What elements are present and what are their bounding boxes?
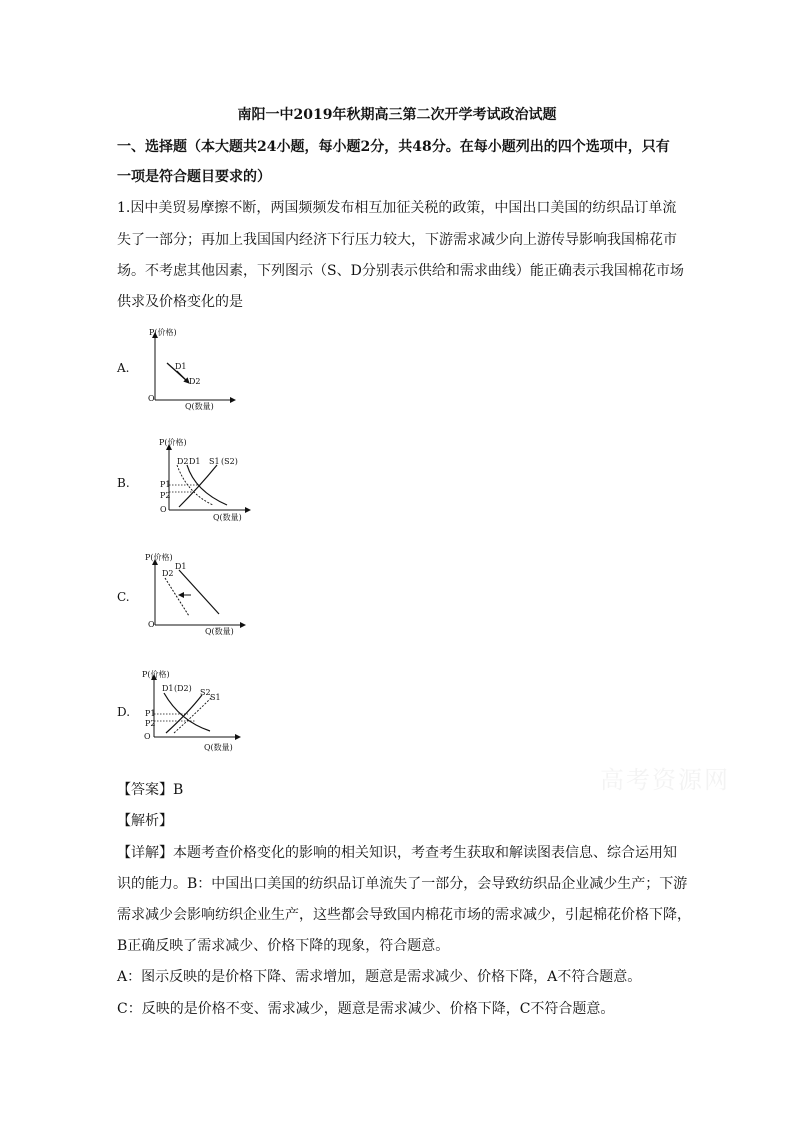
analysis-line-3: 需求减少会影响纺织企业生产，这些都会导致国内棉花市场的需求减少，引起棉花价格下降，	[117, 907, 691, 923]
price-axis-label: P(价格)	[149, 328, 177, 337]
quantity-axis-label: Q(数量)	[205, 627, 234, 636]
quantity-axis-label: Q(数量)	[204, 743, 233, 752]
analysis-heading: 【解析】	[117, 813, 173, 829]
analysis-line-4: B正确反映了需求减少、价格下降的现象，符合题意。	[117, 938, 450, 954]
analysis-line-1: 【详解】本题考查价格变化的影响的相关知识，考查考生获取和解读图表信息、综合运用知	[117, 845, 677, 861]
section-heading-line-1: 一、选择题（本大题共24小题，每小题2分，共48分。在每小题列出的四个选项中，只有	[117, 139, 670, 155]
demand-curve-d2	[165, 578, 189, 616]
supply-curve	[179, 465, 217, 507]
quantity-axis-label: Q(数量)	[185, 402, 214, 411]
curve-label-d2: D2	[162, 569, 174, 578]
price-label-p2: P2	[145, 719, 156, 728]
shift-arrow	[177, 371, 189, 383]
question-line-2: 失了一部分；再加上我国国内经济下行压力较大，下游需求减少向上游传导影响我国棉花市	[117, 232, 677, 248]
answer: 【答案】B	[117, 782, 184, 798]
curve-label-d1: D1	[162, 684, 174, 693]
section-heading-line-2: 一项是符合题目要求的）	[117, 169, 271, 185]
curve-label-d1: D1	[189, 457, 201, 466]
supply-curve-s2	[174, 697, 212, 733]
price-axis-label: P(价格)	[142, 670, 170, 679]
quantity-axis-label: Q(数量)	[213, 513, 242, 522]
question-line-3: 场。不考虑其他因素，下列图示（S、D分别表示供给和需求曲线）能正确表示我国棉花市场	[117, 263, 684, 279]
question-line-4: 供求及价格变化的是	[117, 294, 243, 310]
origin-label: O	[148, 620, 155, 629]
price-axis-label: P(价格)	[145, 553, 173, 562]
price-axis-label: P(价格)	[159, 438, 187, 447]
curve-label-d1: D1	[175, 562, 187, 571]
option-c-graph	[145, 550, 255, 640]
question-line-1: 1.因中美贸易摩擦不断，两国频频发布相互加征关税的政策，中国出口美国的纺织品订单流	[117, 200, 677, 216]
curve-label-d2: (D2)	[174, 684, 192, 693]
option-c-label: C.	[117, 590, 130, 604]
curve-label-s1: S1	[209, 457, 220, 466]
curve-label-d2: D2	[177, 457, 189, 466]
option-b-graph	[155, 435, 260, 525]
origin-label: O	[160, 505, 167, 514]
price-label-p1: P1	[160, 480, 171, 489]
option-a-graph	[145, 325, 245, 415]
price-label-p2: P2	[160, 491, 171, 500]
origin-label: O	[148, 394, 155, 403]
curve-label-d1: D1	[175, 362, 187, 371]
option-b-label: B.	[117, 476, 130, 490]
analysis-line-5: A：图示反映的是价格下降、需求增加，题意是需求减少、价格下降，A不符合题意。	[117, 969, 642, 985]
curve-label-s2: (S2)	[221, 457, 238, 466]
analysis-line-6: C：反映的是价格不变、需求减少，题意是需求减少、价格下降，C不符合题意。	[117, 1001, 615, 1017]
curve-label-d2: D2	[189, 377, 201, 386]
option-d-label: D.	[117, 705, 131, 719]
page-title: 南阳一中2019年秋期高三第二次开学考试政治试题	[237, 107, 557, 123]
curve-label-s2: S2	[200, 688, 211, 697]
origin-label: O	[144, 732, 151, 741]
price-label-p1: P1	[145, 709, 156, 718]
option-a-label: A.	[117, 361, 130, 375]
watermark: 高考资源网	[600, 766, 730, 794]
curve-label-s1: S1	[210, 693, 221, 702]
option-d-graph	[140, 667, 260, 757]
analysis-line-2: 识的能力。B：中国出口美国的纺织品订单流失了一部分，会导致纺织品企业减少生产；下游	[117, 876, 688, 892]
demand-curve-d1	[179, 570, 219, 614]
